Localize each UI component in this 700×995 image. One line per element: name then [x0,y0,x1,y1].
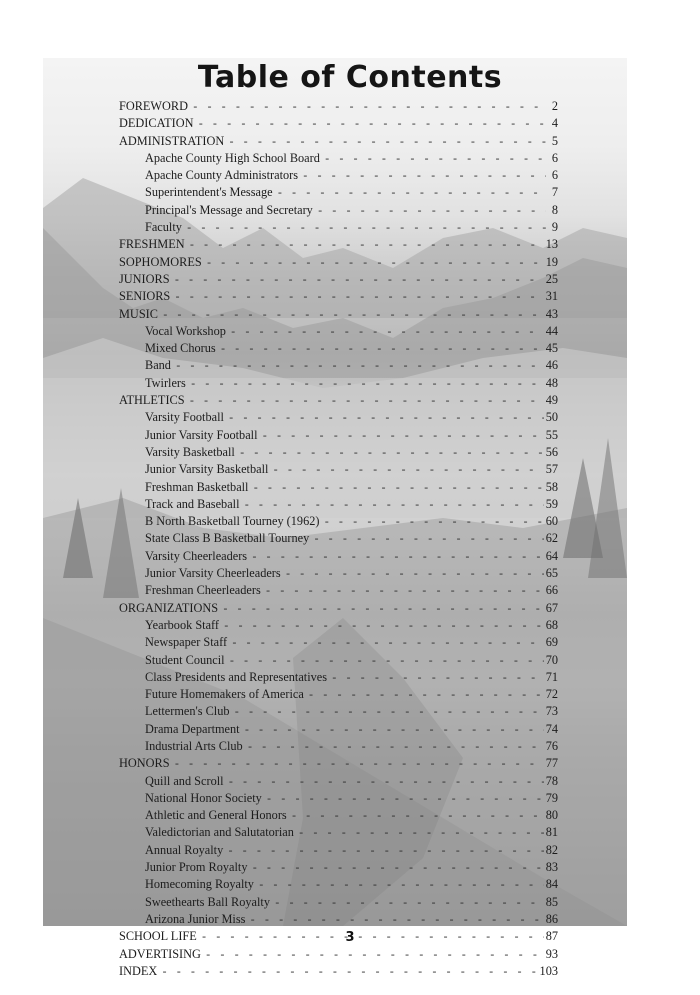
toc-entry-page: 83 [545,860,558,875]
toc-entry-page: 57 [545,462,558,477]
dot-leader [317,204,546,219]
toc-entry-page: 69 [545,635,558,650]
toc-entry-page: 93 [545,946,558,961]
toc-entry [119,202,558,219]
toc-entry-label: SENIORS [119,289,171,304]
dot-leader [234,705,544,720]
toc-entry [119,236,558,253]
toc-entry-label: Apache County High School Board [145,150,320,165]
toc-entry-label: Lettermen's Club [145,704,230,719]
toc-entry-label: Mixed Chorus [145,341,216,356]
dot-leader [331,671,544,686]
toc-entry-page: 6 [551,150,558,165]
dot-leader [313,532,543,547]
toc-entry-page: 85 [545,894,558,909]
toc-entry-label: State Class B Basketball Tourney [145,531,310,546]
dot-leader [174,290,543,305]
dot-leader [244,723,544,738]
dot-leader [192,100,546,115]
page-title: Table of Contents [197,60,503,95]
toc-entry-label: DEDICATION [119,116,194,131]
dot-leader [190,377,544,392]
toc-entry [119,323,558,340]
dot-leader [231,636,544,651]
toc-entry-label: Freshman Basketball [145,479,249,494]
toc-entry-label: Sweethearts Ball Royalty [145,894,270,909]
dot-leader [162,308,544,323]
toc-entry-page: 58 [545,479,558,494]
toc-entry [119,496,558,513]
dot-leader [249,913,543,928]
dot-leader [251,861,543,876]
toc-entry-page: 103 [539,963,558,978]
toc-entry-page: 79 [545,790,558,805]
toc-entry [119,721,558,738]
toc-entry [119,565,558,582]
dot-leader [265,584,544,599]
toc-entry-label: INDEX [119,963,158,978]
toc-entry-page: 49 [545,393,558,408]
toc-entry [119,375,558,392]
toc-entry [119,582,558,599]
dot-leader [223,619,544,634]
toc-entry-label: Twirlers [145,375,186,390]
dot-leader [291,809,544,824]
toc-entry-page: 67 [545,600,558,615]
toc-entry [119,167,558,184]
toc-entry-label: Superintendent's Message [145,185,273,200]
toc-entry-page: 78 [545,773,558,788]
toc-entry [119,738,558,755]
toc-entry-page: 74 [545,721,558,736]
dot-leader [220,342,544,357]
toc-entry [119,150,558,167]
toc-entry-label: Vocal Workshop [145,323,226,338]
toc-entry-label: ADVERTISING [119,946,201,961]
toc-entry-page: 64 [545,548,558,563]
dot-leader [222,602,544,617]
toc-entry-page: 65 [545,566,558,581]
toc-entry-label: Arizona Junior Miss [145,911,246,926]
toc-entry-label: Drama Department [145,721,240,736]
toc-entry [119,946,558,963]
toc-entry [119,652,558,669]
toc-entry-label: FRESHMEN [119,237,185,252]
toc-entry-label: Junior Varsity Cheerleaders [145,566,281,581]
dot-leader [189,238,544,253]
toc-entry [119,824,558,841]
dot-leader [197,117,546,132]
toc-entry-page: 66 [545,583,558,598]
toc-entry-label: National Honor Society [145,790,262,805]
toc-entry-label: SCHOOL LIFE [119,929,197,944]
toc-entry-page: 8 [551,202,558,217]
toc-entry [119,894,558,911]
dot-leader [206,256,544,271]
toc-entry [119,755,558,772]
toc-entry-label: Faculty [145,220,182,235]
toc-entry-page: 13 [545,237,558,252]
toc-entry-label: B North Basketball Tourney (1962) [145,514,320,529]
toc-entry-label: Quill and Scroll [145,773,224,788]
toc-entry-label: Freshman Cheerleaders [145,583,261,598]
toc-entry [119,115,558,132]
toc-entry [119,306,558,323]
dot-leader [228,411,544,426]
dot-leader [175,359,544,374]
toc-entry [119,600,558,617]
toc-entry [119,461,558,478]
toc-entry-page: 76 [545,738,558,753]
toc-entry-label: Student Council [145,652,225,667]
toc-entry [119,427,558,444]
toc-entry-label: Junior Varsity Football [145,427,258,442]
toc-entry-page: 25 [545,271,558,286]
dot-leader [227,844,543,859]
toc-entry-page: 73 [545,704,558,719]
toc-entry [119,271,558,288]
toc-entry-page: 44 [545,323,558,338]
toc-entry [119,219,558,236]
dot-leader [228,135,546,150]
toc-entry-label: Valedictorian and Salutatorian [145,825,294,840]
toc-entry-page: 68 [545,617,558,632]
toc-entry-page: 6 [551,168,558,183]
dot-leader [252,481,543,496]
toc-entry-page: 56 [545,444,558,459]
toc-entry [119,288,558,305]
toc-entry-page: 77 [545,756,558,771]
toc-entry-label: Homecoming Royalty [145,877,254,892]
toc-entry-label: JUNIORS [119,271,170,286]
toc-entry-page: 70 [545,652,558,667]
toc-entry [119,548,558,565]
toc-entry-label: Varsity Basketball [145,444,235,459]
toc-entry-label: ATHLETICS [119,393,185,408]
toc-entry [119,807,558,824]
toc-entry-page: 7 [551,185,558,200]
toc-entry-label: Junior Prom Royalty [145,860,248,875]
dot-leader [308,688,544,703]
toc-entry-label: Varsity Cheerleaders [145,548,248,563]
toc-entry-label: Industrial Arts Club [145,738,243,753]
toc-entry [119,876,558,893]
toc-entry [119,634,558,651]
dot-leader [205,948,544,963]
toc-entry-page: 43 [545,306,558,321]
toc-entry-label: Athletic and General Honors [145,808,287,823]
toc-entry-page: 2 [551,99,558,113]
toc-entry-label: Junior Varsity Basketball [145,462,269,477]
toc-entry-page: 80 [545,808,558,823]
toc-entry-label: ORGANIZATIONS [119,600,219,615]
dot-leader [161,965,537,980]
toc-entry-label: MUSIC [119,306,158,321]
toc-entry-label: HONORS [119,756,170,771]
toc-entry-page: 19 [545,254,558,269]
toc-entry-label: Newspaper Staff [145,635,228,650]
toc-entry [119,479,558,496]
toc-entry-label: Apache County Administrators [145,168,299,183]
dot-leader [186,221,546,236]
toc-entry [119,98,558,115]
toc-entry [119,842,558,859]
dot-leader [266,792,544,807]
dot-leader [258,878,544,893]
toc-entry [119,669,558,686]
toc-entry [119,963,558,980]
toc-entry [119,686,558,703]
toc-entry [119,617,558,634]
toc-entry-page: 86 [545,911,558,926]
toc-entry-label: Annual Royalty [145,842,224,857]
toc-entry-label: Varsity Football [145,410,224,425]
toc-entry-page: 62 [545,531,558,546]
dot-leader [298,826,544,841]
toc-entry [119,790,558,807]
toc-entry [119,513,558,530]
toc-entry-page: 81 [545,825,558,840]
toc-entry [119,530,558,547]
toc-entry-page: 71 [545,669,558,684]
toc-entry [119,133,558,150]
dot-leader [285,567,544,582]
toc-entry-label: Band [145,358,171,373]
toc-entry-page: 60 [545,514,558,529]
dot-leader [323,515,543,530]
toc-entry-page: 59 [545,496,558,511]
toc-entry [119,859,558,876]
page-number: 3 [345,930,355,945]
toc-entry-label: Principal's Message and Secretary [145,202,313,217]
toc-entry-label: Future Homemakers of America [145,687,304,702]
dot-leader [251,550,544,565]
toc-entry-page: 55 [545,427,558,442]
toc-entry [119,357,558,374]
toc-entry [119,340,558,357]
dot-leader [262,429,544,444]
toc-entry-page: 45 [545,341,558,356]
toc-entry-label: ADMINISTRATION [119,133,225,148]
table-of-contents [119,98,558,980]
toc-entry-label: Track and Baseball [145,496,240,511]
dot-leader [272,463,543,478]
dot-leader [324,152,546,167]
toc-entry-label: FOREWORD [119,99,189,113]
dot-leader [274,896,544,911]
toc-entry-page: 87 [545,929,558,944]
toc-entry-page: 31 [545,289,558,304]
dot-leader [230,325,544,340]
dot-leader [228,775,544,790]
dot-leader [174,757,544,772]
dot-leader [247,740,544,755]
toc-entry-page: 84 [545,877,558,892]
toc-entry [119,773,558,790]
toc-entry-page: 46 [545,358,558,373]
toc-entry-label: SOPHOMORES [119,254,202,269]
toc-entry [119,911,558,928]
dot-leader [302,169,546,184]
dot-leader [277,186,546,201]
toc-entry [119,409,558,426]
dot-leader [239,446,544,461]
toc-entry-page: 9 [551,220,558,235]
toc-entry [119,703,558,720]
toc-entry-page: 82 [545,842,558,857]
toc-entry [119,254,558,271]
dot-leader [229,654,544,669]
dot-leader [243,498,543,513]
toc-entry-page: 50 [545,410,558,425]
toc-entry-label: Yearbook Staff [145,617,220,632]
toc-entry [119,184,558,201]
toc-entry [119,392,558,409]
toc-entry-label: Class Presidents and Representatives [145,669,328,684]
toc-entry-page: 4 [551,116,558,131]
dot-leader [174,273,544,288]
toc-entry [119,444,558,461]
toc-entry-page: 72 [545,687,558,702]
toc-entry-page: 48 [545,375,558,390]
toc-entry-page: 5 [551,133,558,148]
dot-leader [189,394,544,409]
